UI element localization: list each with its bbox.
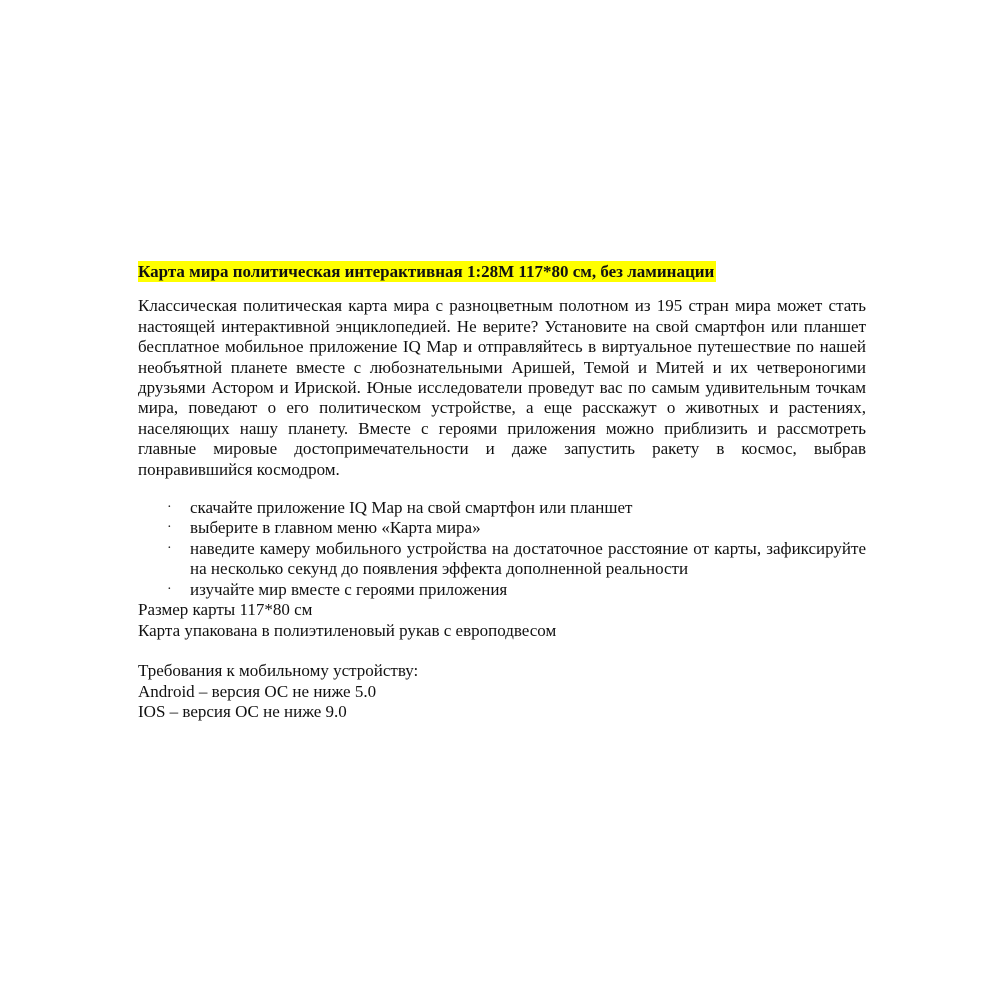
list-item-text: скачайте приложение IQ Map на свой смартфон или планшет (190, 498, 633, 518)
list-item-text: наведите камеру мобильного устройства на достаточное расстояние от карты, зафиксируйте на несколько секунд до появления эффекта дополненной реальности (190, 538, 866, 579)
list-item (138, 518, 866, 538)
instruction-list (138, 498, 866, 600)
bullet-icon: · (167, 500, 172, 516)
requirement-android: Android – версия ОС не ниже 5.0 (138, 681, 377, 701)
document-body (138, 262, 866, 723)
packaging-line: Карта упакована в полиэтиленовый рукав с европодвесом (138, 620, 557, 640)
list-item (138, 539, 866, 580)
spacer (138, 641, 866, 661)
list-item-text: выберите в главном меню «Карта мира» (190, 518, 481, 538)
requirements-heading: Требования к мобильному устройству: (138, 661, 419, 681)
description-paragraph: Классическая политическая карта мира с разноцветным полотном из 195 стран мира может стать настоящей интерактивной энциклопедией. Не верите? Установите на свой смартфон или планшет бесплатное мобильное приложение IQ Map и отправляйтесь в виртуальное путешествие по нашей необъятной планете вместе с любознательными Аришей, Темой и Митей и их четвероногими друзьями Астором и Ириской. Юные исследователи проведут вас по самым удивительным точкам мира, поведают о его политическом устройстве, а еще расскажут о животных и растениях, населяющих нашу планету. Вместе с героями приложения можно приблизить и рассмотреть главные мировые достопримечательности и даже запустить ракету в космос, выбрав понравившийся космодром. (138, 296, 866, 479)
title-block (138, 262, 866, 282)
list-item (138, 580, 866, 600)
bullet-icon: · (167, 520, 172, 536)
list-item-text: изучайте мир вместе с героями приложения (190, 579, 508, 599)
bullet-icon: · (167, 581, 172, 597)
requirement-ios: IOS – версия ОС не ниже 9.0 (138, 702, 347, 722)
document-title: Карта мира политическая интерактивная 1:28М 117*80 см, без ламинации (138, 262, 715, 281)
map-size-line: Размер карты 117*80 см (138, 600, 313, 620)
bullet-icon: · (167, 540, 172, 556)
list-item (138, 498, 866, 518)
